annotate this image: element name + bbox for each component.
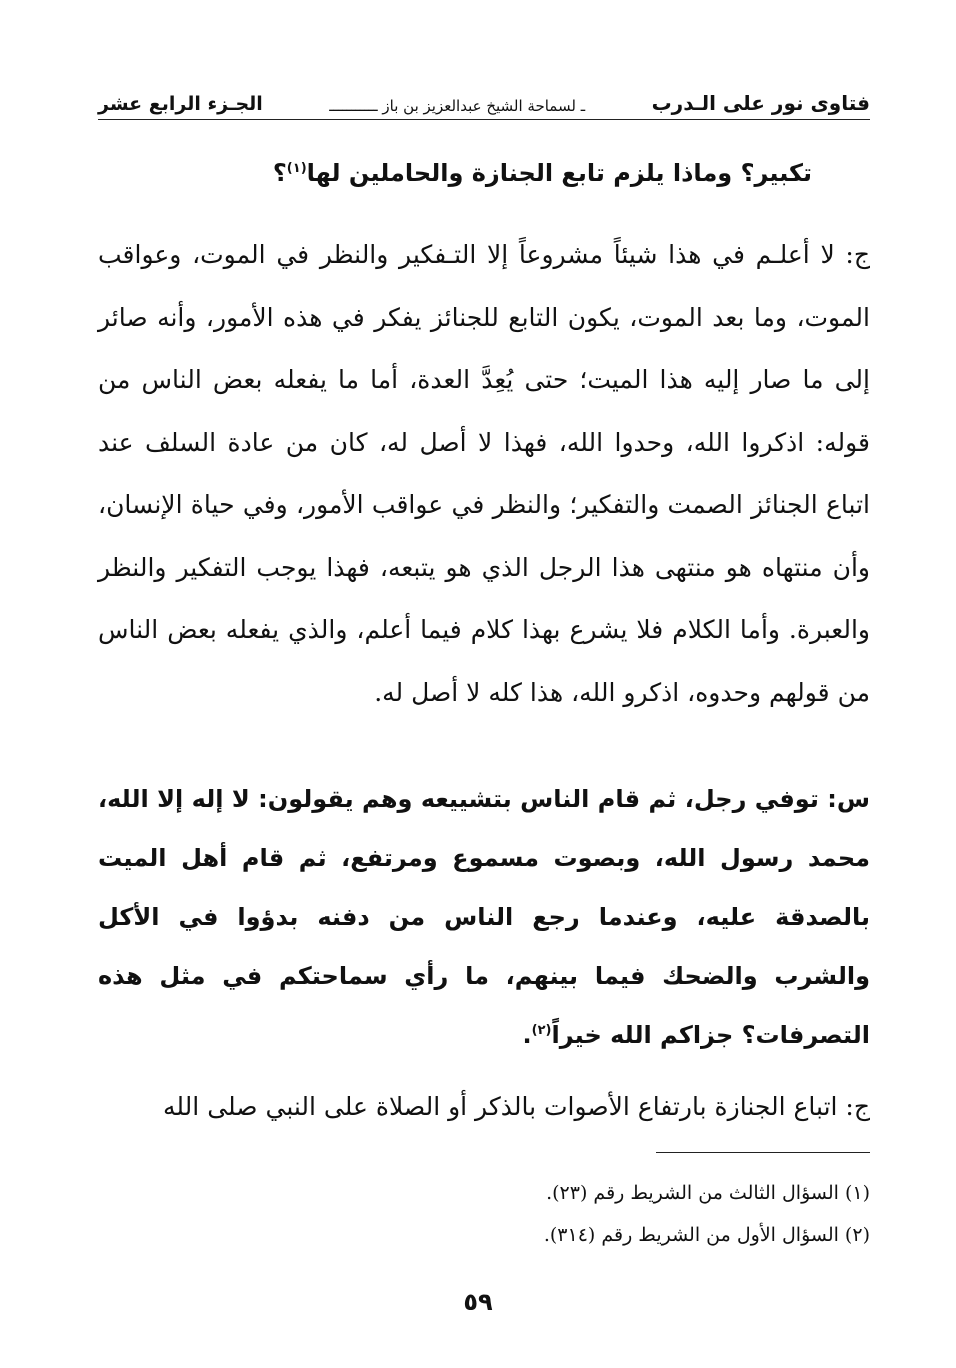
question-1-continuation	[98, 146, 870, 200]
question-2-text: س: توفي رجل، ثم قام الناس بتشييعه وهم يقولون: لا إله إلا الله، محمد رسول الله، وبصوت مسموع ومرتفع، ثم قام أهل الميت بالصدقة عليه، وعندما رجع الناس من دفنه بدؤوا في الأكل والشرب والضحك فيما بينهم، ما رأي سماحتكم في مثل هذه التصرفات؟ جزاكم الله خيراً	[98, 785, 870, 1049]
footnote-ref-1: (١)	[286, 161, 307, 176]
question-1-end: ؟	[272, 159, 287, 187]
question-2	[98, 770, 870, 1065]
page-number: ٥٩	[463, 1288, 493, 1316]
answer-1: ج: لا أعلـم في هذا شيئاً مشروعاً إلا التـفكير والنظر في الموت، وعواقب الموت، وما بعد الموت، يكون التابع للجنائز يفكر في هذه الأمور، وأنه صائر إلى ما صار إليه هذا الميت؛ حتى يُعِدَّ العدة، أما ما يفعله بعض الناس من قوله: اذكروا الله، وحدوا الله، فهذا لا أصل له، كان من عادة السلف عند اتباع الجنائز الصمت والتفكير؛ والنظر في عواقب الأمور، وفي حياة الإنسان، وأن منتهاه هو منتهى هذا الرجل الذي هو يتبعه، فهذا يوجب التفكير والنظر والعبرة. وأما الكلام فلا يشرع بهذا كلام فيما أعلم، والذي يفعله بعض الناس من قولهم وحدوه، اذكرو الله، هذا كله لا أصل له.	[98, 240, 870, 707]
question-2-end: .	[522, 1021, 532, 1049]
author-line: ـ لسماحة الشيخ عبدالعزيز بن باز ـــــــــــ	[329, 97, 586, 115]
running-header	[98, 84, 870, 120]
volume-label: الجـزء الرابع عشر	[98, 93, 263, 115]
answer-2: ج: اتباع الجنازة بارتفاع الأصوات بالذكر أو الصلاة على النبي صلى الله	[163, 1092, 870, 1121]
footnote-ref-2: (٢)	[531, 1023, 552, 1038]
footnotes	[98, 1172, 870, 1256]
question-1-text: تكبير؟ وماذا يلزم تابع الجنازة والحاملين لها	[306, 159, 812, 187]
footnote-1: (١) السؤال الثالث من الشريط رقم (٢٣).	[546, 1182, 870, 1204]
book-title: فتاوى نور على الـدرب	[651, 91, 870, 115]
footnote-separator	[656, 1152, 870, 1153]
footnote-2: (٢) السؤال الأول من الشريط رقم (٣١٤).	[543, 1224, 870, 1246]
